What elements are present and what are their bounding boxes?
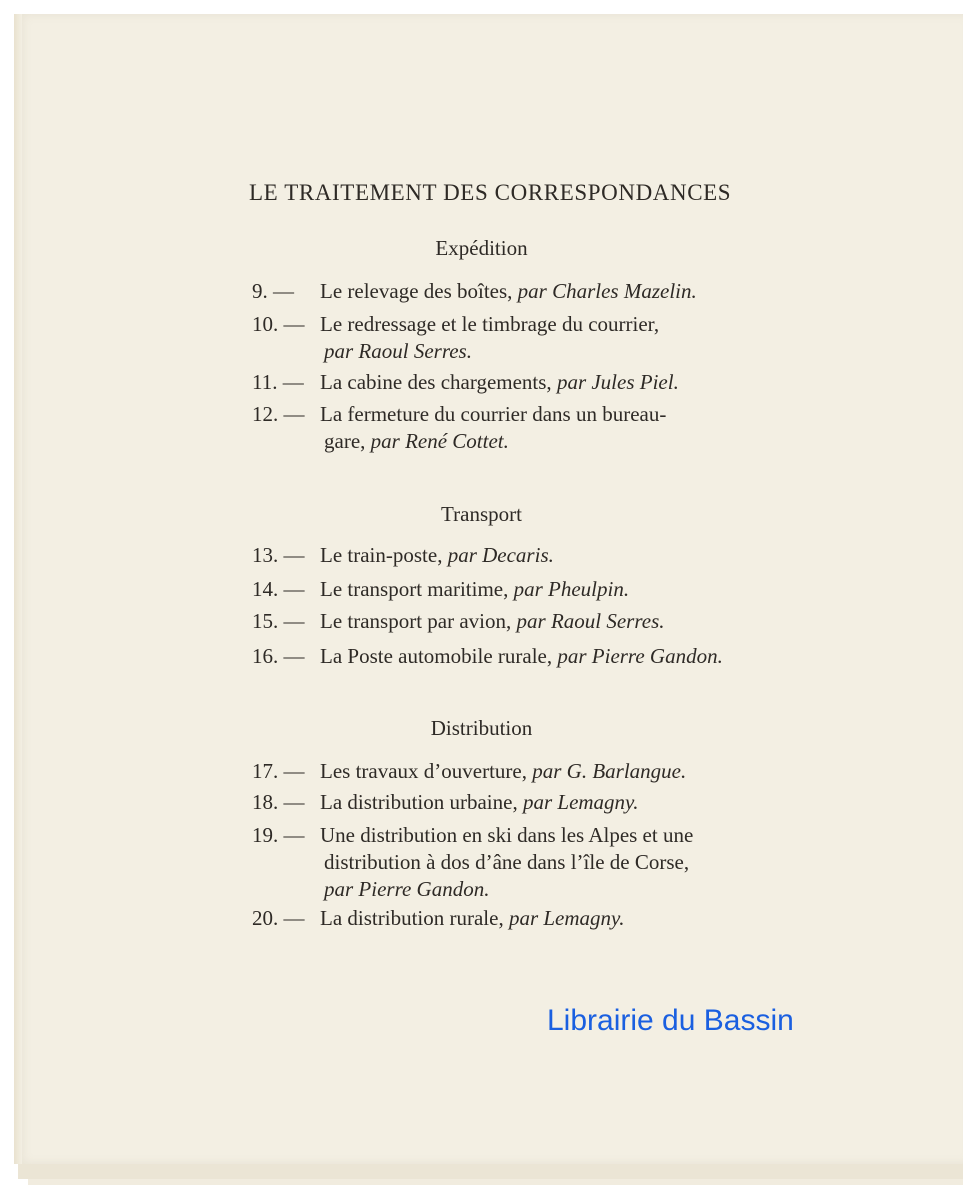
toc-entry-18 [252, 789, 772, 816]
entry-title: Le transport maritime, [320, 577, 514, 601]
toc-entry-10 [252, 311, 772, 365]
entry-author: par René Cottet. [370, 429, 509, 453]
entry-number: 20. — [252, 906, 305, 930]
entry-number: 17. — [252, 759, 305, 783]
entry-author: par Pheulpin. [513, 577, 630, 601]
entry-title: Le redressage et le timbrage du courrier, [320, 312, 660, 336]
entry-number: 12. — [252, 402, 305, 426]
entry-title: La fermeture du courrier dans un bureau- [320, 402, 667, 426]
toc-entry-16 [252, 643, 772, 670]
entry-title-line2: gare, [324, 429, 371, 453]
entry-author: par Raoul Serres. [516, 609, 665, 633]
entry-number: 9. — [252, 279, 294, 303]
toc-entry-14 [252, 576, 772, 603]
entry-title: La distribution urbaine, [320, 790, 523, 814]
entry-author: par Decaris. [447, 543, 554, 567]
section-heading-expedition: Expédition [435, 236, 528, 260]
entry-number: 10. — [252, 312, 305, 336]
entry-number: 19. — [252, 823, 305, 847]
toc-entry-15 [252, 608, 772, 635]
entry-author: par Raoul Serres. [324, 339, 472, 363]
toc-entry-12 [252, 401, 772, 455]
entry-title: La Poste automobile rurale, [320, 644, 558, 668]
entry-title-continued [252, 428, 772, 455]
entry-title: La distribution rurale, [320, 906, 509, 930]
entry-title: Le transport par avion, [320, 609, 517, 633]
section-heading-transport: Transport [441, 502, 522, 526]
entry-number: 16. — [252, 644, 305, 668]
entry-title: La cabine des chargements, [320, 370, 557, 394]
entry-number: 13. — [252, 543, 305, 567]
watermark-text: Librairie du Bassin [547, 1004, 794, 1037]
entry-number: 18. — [252, 790, 305, 814]
entry-author: par G. Barlangue. [532, 759, 687, 783]
toc-entry-20 [252, 905, 772, 932]
entry-title: Une distribution en ski dans les Alpes et une [320, 823, 694, 847]
entry-author: par Charles Mazelin. [517, 279, 697, 303]
entry-number: 15. — [252, 609, 305, 633]
entry-title: Le train-poste, [320, 543, 448, 567]
entry-title: Les travaux d’ouverture, [320, 759, 533, 783]
entry-title-line2: distribution à dos d’âne dans l’île de Corse, [324, 850, 690, 874]
entry-author: par Lemagny. [522, 790, 639, 814]
entry-author: par Jules Piel. [556, 370, 679, 394]
entry-author: par Lemagny. [508, 906, 625, 930]
entry-number: 11. — [252, 370, 304, 394]
page-deckle-edge [14, 14, 22, 1164]
entry-title: Le relevage des boîtes, [320, 279, 518, 303]
toc-entry-9 [252, 278, 772, 305]
toc-entry-11 [252, 369, 772, 396]
entry-author: par Pierre Gandon. [557, 644, 723, 668]
toc-entry-19 [252, 822, 772, 903]
toc-entry-17 [252, 758, 772, 785]
entry-number: 14. — [252, 577, 305, 601]
toc-entry-13 [252, 542, 772, 569]
entry-author: par Pierre Gandon. [324, 877, 490, 901]
page-title: LE TRAITEMENT DES CORRESPONDANCES [249, 180, 732, 205]
section-heading-distribution: Distribution [430, 716, 533, 740]
